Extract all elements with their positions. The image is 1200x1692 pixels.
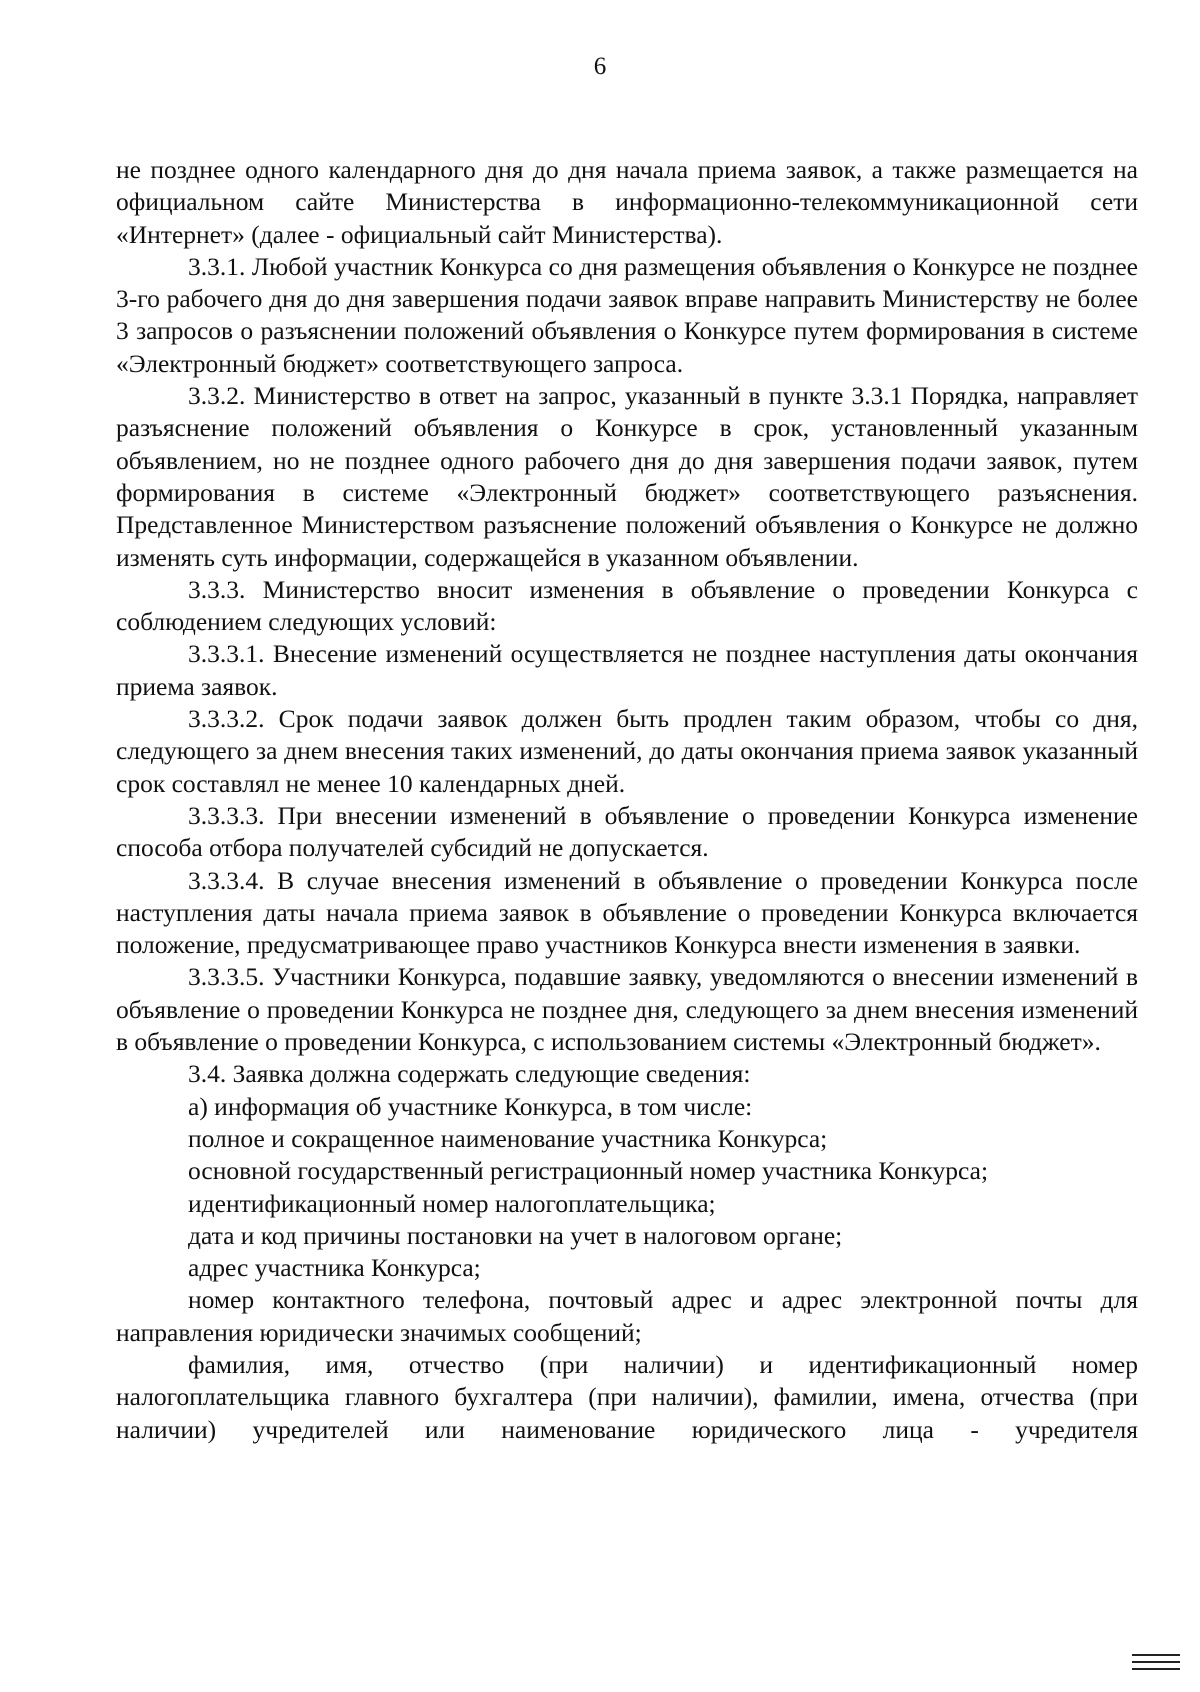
paragraph-3-3-2: 3.3.2. Министерство в ответ на запрос, указанный в пункте 3.3.1 Порядка, направляет разъяснение положений объявления о Конкурсе в срок, установленный указанным объявлением, но не позднее одного рабочего дня до дня завершения подачи заявок, путем формирования в системе «Электронный бюджет» соответствующего разъяснения. Представленное Министерством разъяснение положений объявления о Конкурсе не должно изменять суть информации, содержащейся в указанном объявлении. <box>116 381 1138 572</box>
scan-line <box>1132 1668 1180 1670</box>
list-item-kpp: дата и код причины постановки на учет в налоговом органе; <box>188 1220 843 1250</box>
paragraph-continuation: не позднее одного календарного дня до дня начала приема заявок, а также размещается на официальном сайте Министерства в информационно-телекоммуникационной сети «Интернет» (далее - официальный сайт Министерства). <box>116 155 1138 249</box>
paragraph-3-3-3-1: 3.3.3.1. Внесение изменений осуществляется не позднее наступления даты окончания приема заявок. <box>116 639 1138 701</box>
list-item-accountant-founders: фамилия, имя, отчество (при наличии) и идентификационный номер налогоплательщика главного бухгалтера (при наличии), фамилии, имена, отчества (при наличии) учредителей или наименование юридического лица - учредителя <box>116 1349 1138 1444</box>
page-number: 6 <box>593 53 607 80</box>
list-item-ogrn: основной государственный регистрационный номер участника Конкурса; <box>188 1156 989 1186</box>
list-item-contacts: номер контактного телефона, почтовый адрес и адрес электронной почты для направления юридически значимых сообщений; <box>116 1285 1138 1347</box>
list-item-a: а) информация об участнике Конкурса, в том числе: <box>188 1091 753 1121</box>
paragraph-3-3-3-3: 3.3.3.3. При внесении изменений в объявление о проведении Конкурса изменение способа отбора получателей субсидий не допускается. <box>116 800 1138 863</box>
list-item-name: полное и сокращенное наименование участника Конкурса; <box>188 1123 828 1153</box>
document-body <box>116 154 1138 1446</box>
paragraph-3-3-3: 3.3.3. Министерство вносит изменения в объявление о проведении Конкурса с соблюдением следующих условий: <box>116 574 1138 637</box>
paragraph-3-4: 3.4. Заявка должна содержать следующие сведения: <box>188 1059 751 1089</box>
list-item-address: адрес участника Конкурса; <box>188 1253 481 1283</box>
margin-scan-mark <box>1132 1649 1180 1670</box>
paragraph-3-3-3-5: 3.3.3.5. Участники Конкурса, подавшие заявку, уведомляются о внесении изменений в объявление о проведении Конкурса не позднее дня, следующего за днем внесения изменений в объявление о проведении Конкурса, с использованием системы «Электронный бюджет». <box>116 962 1138 1057</box>
paragraph-3-3-3-4: 3.3.3.4. В случае внесения изменений в объявление о проведении Конкурса после наступления даты начала приема заявок в объявление о проведении Конкурса включается положение, предусматривающее право участников Конкурса внести изменения в заявки. <box>116 865 1138 960</box>
scan-line <box>1132 1661 1180 1663</box>
paragraph-3-3-1: 3.3.1. Любой участник Конкурса со дня размещения объявления о Конкурсе не позднее 3-го рабочего дня до дня завершения подачи заявок вправе направить Министерству не более 3 запросов о разъяснении положений объявления о Конкурсе путем формирования в системе «Электронный бюджет» соответствующего запроса. <box>116 251 1138 378</box>
list-item-inn: идентификационный номер налогоплательщика; <box>188 1188 716 1218</box>
paragraph-3-3-3-2: 3.3.3.2. Срок подачи заявок должен быть продлен таким образом, чтобы со дня, следующего за днем внесения таких изменений, до даты окончания приема заявок указанный срок составлял не менее 10 календарных дней. <box>116 704 1138 798</box>
scan-line <box>1132 1654 1180 1656</box>
